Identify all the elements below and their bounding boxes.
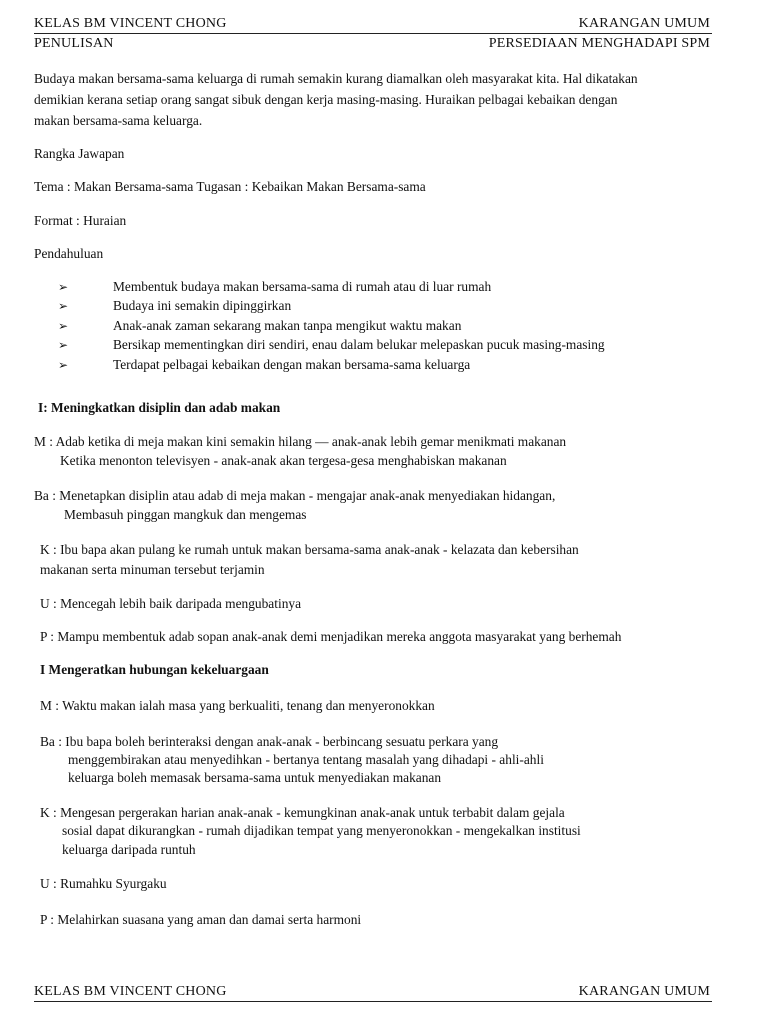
section2-ba-line3: keluarga boleh memasak bersama-sama untuk menyediakan makanan — [68, 770, 442, 785]
list-item: Budaya ini semakin dipinggirkan — [113, 298, 292, 313]
footer-right-title: KARANGAN UMUM — [578, 984, 710, 999]
pendahuluan-heading: Pendahuluan — [34, 246, 104, 261]
rangka-heading: Rangka Jawapan — [34, 146, 125, 161]
intro-line-2: demikian kerana setiap orang sangat sibuk dengan kerja masing-masing. Huraikan pelbagai kebaikan dengan — [34, 92, 618, 107]
arrow-bullet-icon: ➢ — [58, 338, 69, 352]
section1-ba-line1: Ba : Menetapkan disiplin atau adab di meja makan - mengajar anak-anak menyediakan hidangan, — [34, 488, 556, 503]
section1-title: I: Meningkatkan disiplin dan adab makan — [38, 400, 281, 415]
section2-p-line: P : Melahirkan suasana yang aman dan damai serta harmoni — [40, 912, 362, 927]
arrow-bullet-icon: ➢ — [58, 358, 69, 372]
list-item: Anak-anak zaman sekarang makan tanpa mengikut waktu makan — [113, 318, 462, 333]
format-line: Format : Huraian — [34, 213, 127, 228]
footer-left-title: KELAS BM VINCENT CHONG — [34, 984, 227, 999]
section1-p-line: P : Mampu membentuk adab sopan anak-anak demi menjadikan mereka anggota masyarakat yang berhemah — [40, 629, 622, 644]
section1-k-line2: makanan serta minuman tersebut terjamin — [40, 562, 265, 577]
section2-ba-line2: menggembirakan atau menyedihkan - bertanya tentang masalah yang dihadapi - ahli-ahli — [68, 752, 544, 767]
section2-k-line2: sosial dapat dikurangkan - rumah dijadikan tempat yang menyeronokkan - mengekalkan institusi — [62, 823, 581, 838]
section2-m-line: M : Waktu makan ialah masa yang berkualiti, tenang dan menyeronokkan — [40, 698, 435, 713]
section2-k-line1: K : Mengesan pergerakan harian anak-anak - kemungkinan anak-anak untuk terbabit dalam gejala — [40, 805, 565, 820]
intro-line-3: makan bersama-sama keluarga. — [34, 113, 203, 128]
footer-rule — [34, 1001, 712, 1002]
section1-k-line1: K : Ibu bapa akan pulang ke rumah untuk makan bersama-sama anak-anak - kelazata dan kebersihan — [40, 542, 579, 557]
arrow-bullet-icon: ➢ — [58, 299, 69, 313]
section1-ba-line2: Membasuh pinggan mangkuk dan mengemas — [64, 507, 307, 522]
section2-u-line: U : Rumahku Syurgaku — [40, 876, 167, 891]
section2-ba-line1: Ba : Ibu bapa boleh berinteraksi dengan anak-anak - berbincang sesuatu perkara yang — [40, 734, 499, 749]
section1-m-line2: Ketika menonton televisyen - anak-anak akan tergesa-gesa menghabiskan makanan — [60, 453, 507, 468]
section2-k-line3: keluarga daripada runtuh — [62, 842, 196, 857]
arrow-bullet-icon: ➢ — [58, 280, 69, 294]
tema-line: Tema : Makan Bersama-sama Tugasan : Kebaikan Makan Bersama-sama — [34, 179, 426, 194]
list-item: Terdapat pelbagai kebaikan dengan makan bersama-sama keluarga — [113, 357, 471, 372]
section2-title: I Mengeratkan hubungan kekeluargaan — [40, 662, 269, 677]
intro-line-1: Budaya makan bersama-sama keluarga di rumah semakin kurang diamalkan oleh masyarakat kita. Hal dikatakan — [34, 71, 638, 86]
section1-u-line: U : Mencegah lebih baik daripada mengubatinya — [40, 596, 302, 611]
arrow-bullet-icon: ➢ — [58, 319, 69, 333]
header-rule — [34, 33, 712, 34]
list-item: Membentuk budaya makan bersama-sama di rumah atau di luar rumah — [113, 279, 492, 294]
header-left-subtitle: PENULISAN — [34, 36, 114, 51]
header-right-subtitle: PERSEDIAAN MENGHADAPI SPM — [488, 36, 710, 51]
header-right-title: KARANGAN UMUM — [578, 16, 710, 31]
section1-m-line1: M : Adab ketika di meja makan kini semakin hilang — anak-anak lebih gemar menikmati makanan — [34, 434, 567, 449]
list-item: Bersikap mementingkan diri sendiri, enau dalam belukar melepaskan pucuk masing-masing — [113, 337, 605, 352]
header-left-title: KELAS BM VINCENT CHONG — [34, 16, 227, 31]
